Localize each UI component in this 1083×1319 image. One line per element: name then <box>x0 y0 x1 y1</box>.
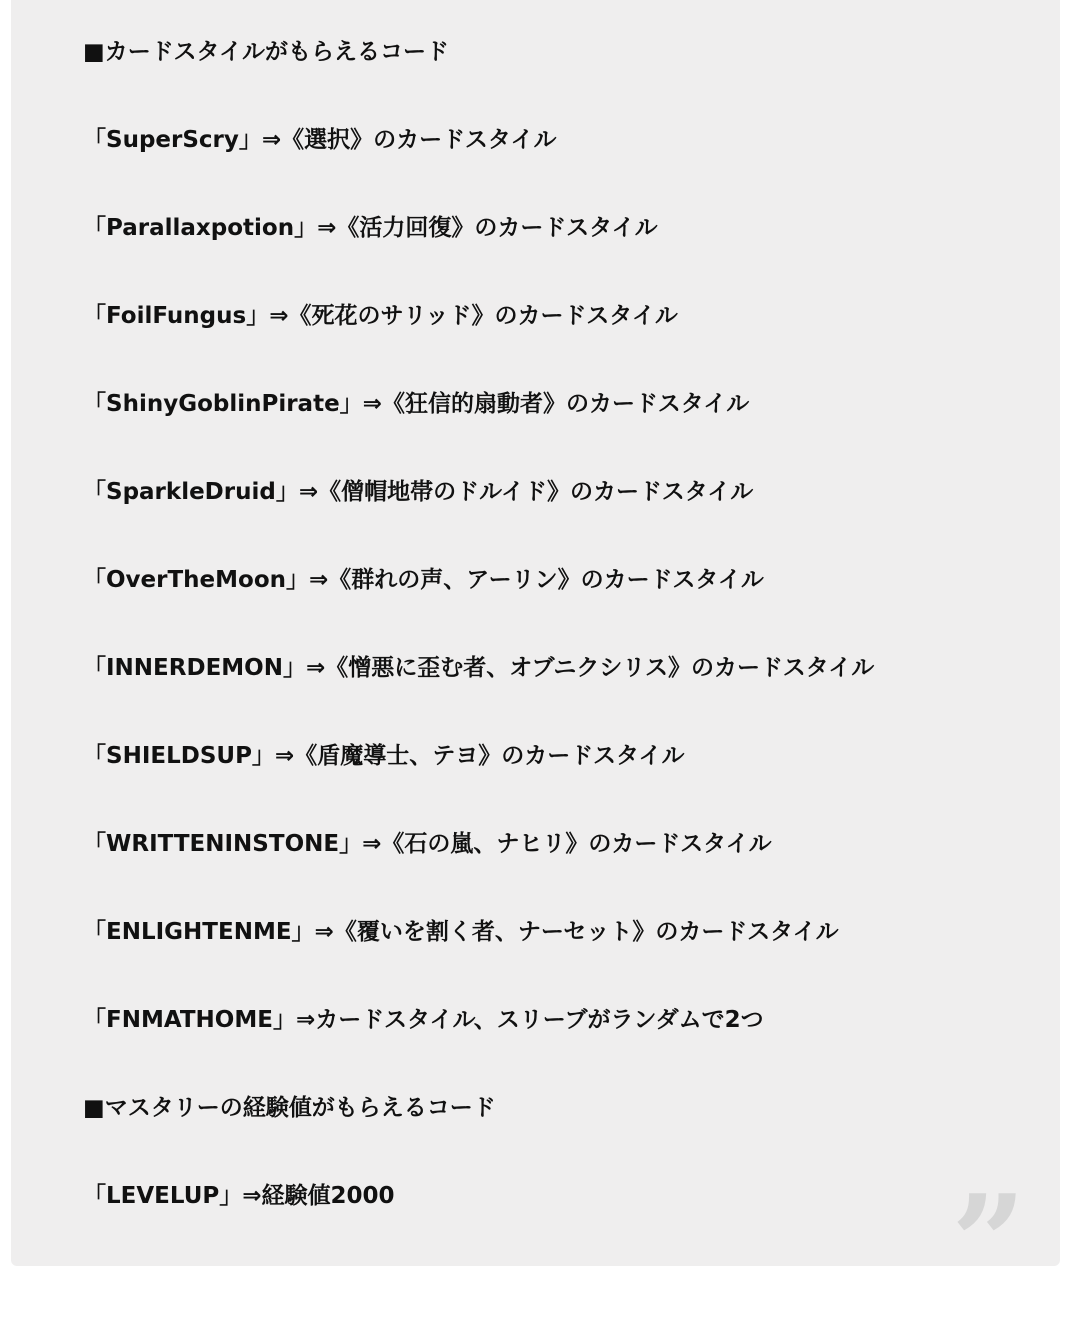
code-line-overthemoon: 「OverTheMoon」⇒《群れの声、アーリン》のカードスタイル <box>83 567 764 593</box>
code-line-parallaxpotion: 「Parallaxpotion」⇒《活力回復》のカードスタイル <box>83 215 658 241</box>
code-line-fnmathome: 「FNMATHOME」⇒カードスタイル、スリーブがランダムで2つ <box>83 1007 764 1033</box>
section-heading-card-style: ■カードスタイルがもらえるコード <box>83 39 450 65</box>
code-line-foilfungus: 「FoilFungus」⇒《死花のサリッド》のカードスタイル <box>83 303 678 329</box>
code-line-shieldsup: 「SHIELDSUP」⇒《盾魔導士、テヨ》のカードスタイル <box>83 743 685 769</box>
code-line-superscry: 「SuperScry」⇒《選択》のカードスタイル <box>83 127 557 153</box>
blockquote <box>11 0 1060 1319</box>
code-line-enlightenme: 「ENLIGHTENME」⇒《覆いを割く者、ナーセット》のカードスタイル <box>83 919 839 945</box>
code-line-shinygoblinpirate: 「ShinyGoblinPirate」⇒《狂信的扇動者》のカードスタイル <box>83 391 750 417</box>
closing-quote-icon: ” <box>951 1166 1026 1319</box>
code-line-innerdemon: 「INNERDEMON」⇒《憎悪に歪む者、オブニクシリス》のカードスタイル <box>83 655 875 681</box>
code-line-writteninstone: 「WRITTENINSTONE」⇒《石の嵐、ナヒリ》のカードスタイル <box>83 831 772 857</box>
code-line-sparkledruid: 「SparkleDruid」⇒《僧帽地帯のドルイド》のカードスタイル <box>83 479 754 505</box>
code-line-levelup: 「LEVELUP」⇒経験値2000 <box>83 1183 395 1209</box>
section-heading-mastery-xp: ■マスタリーの経験値がもらえるコード <box>83 1095 496 1121</box>
